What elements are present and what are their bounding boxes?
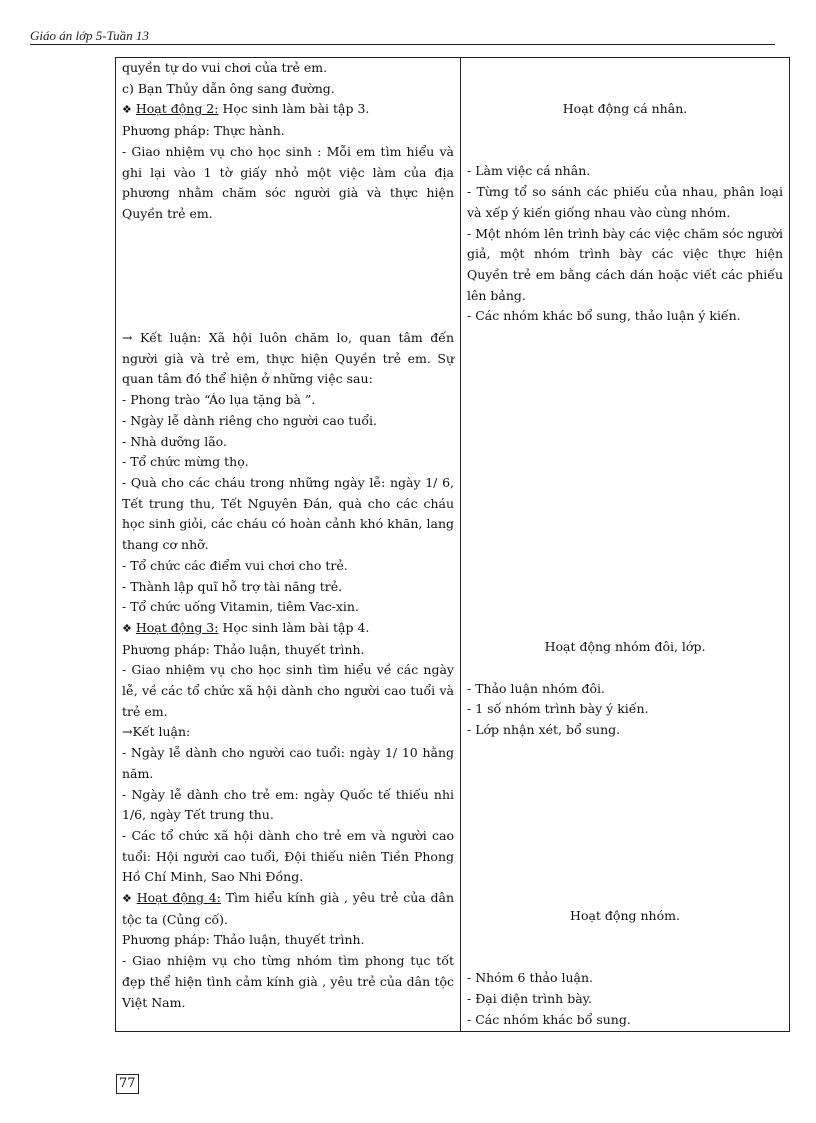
blank-line <box>122 245 454 266</box>
blank-line <box>467 927 783 948</box>
blank-line <box>467 762 783 783</box>
blank-line <box>122 266 454 287</box>
blank-line <box>467 844 783 865</box>
blank-line <box>467 782 783 803</box>
student-text-line: - Từng tổ so sánh các phiếu của nhau, phân loại và xếp ý kiến giống nhau vào cùng nhóm. <box>467 184 783 220</box>
header-rule <box>30 44 775 45</box>
teacher-text-line: - Phong trào “Áo lụa tặng bà ”. <box>122 392 316 408</box>
student-text-line: - Một nhóm lên trình bày các việc chăm sóc người giả, một nhóm trình bày các việc thực hiện Quyền trẻ em bằng cách dán hoặc viết các phiếu lên bảng. <box>467 225 783 303</box>
teacher-text-line: Phương pháp: Thảo luận, thuyết trình. <box>122 932 365 948</box>
teacher-text-line: → Kết luận: Xã hội luôn chăm lo, quan tâm đến người già và trẻ em, thực hiện Quyền trẻ em. Sự quan tâm đó thể hiện ở những việc sau: <box>122 330 454 387</box>
teacher-text-line: →Kết luận: <box>122 724 191 740</box>
activity-title: Học sinh làm bài tập 3. <box>218 101 370 117</box>
student-text-line: - Nhóm 6 thảo luận. <box>467 970 594 986</box>
blank-line <box>467 431 783 452</box>
teacher-activity-heading <box>122 618 454 640</box>
blank-line <box>467 368 783 389</box>
blank-line <box>467 865 783 886</box>
teacher-text-line: - Các tổ chức xã hội dành cho trẻ em và người cao tuổi: Hội người cao tuổi, Đội thiếu niên Tiền Phong Hồ Chí Minh, Sao Nhi Đồng. <box>122 827 454 885</box>
blank-line <box>467 886 783 907</box>
teacher-text-line: - Tổ chức uống Vitamin, tiêm Vac-xin. <box>122 599 359 615</box>
blank-line <box>122 225 454 246</box>
teacher-activities-content <box>122 58 454 1013</box>
student-text-line: - Làm việc cá nhân. <box>467 163 591 179</box>
teacher-text-line: - Ngày lễ dành cho trẻ em: ngày Quốc tế thiếu nhi 1/6, ngày Tết trung thu. <box>122 786 454 823</box>
student-activities-column <box>461 58 790 1032</box>
teacher-text-line: Phương pháp: Thực hành. <box>122 123 285 139</box>
teacher-text-line: Phương pháp: Thảo luận, thuyết trình. <box>122 641 365 657</box>
blank-line <box>467 803 783 824</box>
student-text-line: - Đại diện trình bày. <box>467 991 593 1007</box>
diamond-bullet-icon: ❖ <box>122 103 132 117</box>
blank-line <box>467 575 783 596</box>
document-header: Giáo án lớp 5-Tuần 13 <box>30 28 149 43</box>
blank-line <box>467 120 783 141</box>
teacher-text-line: - Giao nhiệm vụ cho học sinh : Mỗi em tìm hiểu và ghi lại vào 1 tờ giấy nhỏ một việc làm của địa phương nhằm chăm sóc người già và thực hiện Quyền trẻ em. <box>122 143 454 221</box>
blank-line <box>467 327 783 348</box>
teacher-text-line: - Giao nhiệm vụ cho từng nhóm tìm phong tục tốt đẹp thể hiện tình cảm kính già , yêu trẻ của dân tộc Việt Nam. <box>122 953 454 1010</box>
blank-line <box>467 596 783 617</box>
student-text-line: - Các nhóm khác bổ sung, thảo luận ý kiến. <box>467 308 741 324</box>
blank-line <box>467 493 783 514</box>
teacher-text-line: - Ngày lễ dành cho người cao tuổi: ngày 1/ 10 hằng năm. <box>122 745 454 781</box>
blank-line <box>467 513 783 534</box>
teacher-text-line: c) Bạn Thủy dẫn ông sang đường. <box>122 80 335 96</box>
lesson-table <box>115 57 790 1032</box>
blank-line <box>467 348 783 369</box>
student-text-line: - 1 số nhóm trình bày ý kiến. <box>467 701 649 717</box>
activity-title: Học sinh làm bài tập 4. <box>218 619 370 635</box>
diamond-bullet-icon: ❖ <box>122 621 132 635</box>
blank-line <box>467 410 783 431</box>
blank-line <box>467 824 783 845</box>
blank-line <box>467 617 783 638</box>
teacher-text-line: - Quà cho các cháu trong những ngày lễ: ngày 1/ 6, Tết trung thu, Tết Nguyên Đán, quà cho các cháu học sinh giỏi, các cháu có hoàn cảnh khó khăn, lang thang cơ nhỡ. <box>122 474 454 553</box>
blank-line <box>467 472 783 493</box>
blank-line <box>467 534 783 555</box>
teacher-activities-column <box>116 58 461 1032</box>
student-text-line: - Lớp nhận xét, bổ sung. <box>467 722 621 738</box>
activity-label: Hoạt động 2: <box>135 101 219 117</box>
page-number: 77 <box>116 1074 139 1094</box>
lesson-row <box>116 58 790 1032</box>
student-text-line: - Thảo luận nhóm đôi. <box>467 680 606 696</box>
activity-label: Hoạt động 4: <box>136 890 221 906</box>
teacher-text-line: - Ngày lễ dành riêng cho người cao tuổi. <box>122 412 378 428</box>
teacher-text-line: quyền tự do vui chơi của trẻ em. <box>122 60 328 75</box>
blank-line <box>467 948 783 969</box>
blank-line <box>467 79 783 100</box>
teacher-text-line: - Tổ chức mừng thọ. <box>122 454 249 470</box>
blank-line <box>467 389 783 410</box>
blank-line <box>122 287 454 308</box>
teacher-text-line: - Thành lập quĩ hỗ trợ tài năng trẻ. <box>122 578 343 594</box>
student-activity-mode: Hoạt động nhóm. <box>570 908 680 924</box>
teacher-text-line: - Giao nhiệm vụ cho học sinh tìm hiểu về các ngày lễ, về các tổ chức xã hội dành cho người cao tuổi và trẻ em. <box>122 662 454 719</box>
student-activities-content <box>467 58 783 1031</box>
blank-line <box>467 141 783 162</box>
blank-line <box>122 307 454 328</box>
blank-line <box>467 451 783 472</box>
student-text-line: - Các nhóm khác bổ sung. <box>467 1011 631 1027</box>
blank-line <box>467 741 783 762</box>
teacher-text-line: - Nhà dưỡng lão. <box>122 433 227 449</box>
blank-line <box>467 58 783 79</box>
blank-line <box>467 555 783 576</box>
activity-title: Tìm hiểu kính già , yêu trẻ của dân tộc ta (Củng cố). <box>122 890 454 927</box>
blank-line <box>467 658 783 679</box>
teacher-activity-heading <box>122 99 454 121</box>
student-activity-mode: Hoạt động cá nhân. <box>562 101 688 117</box>
activity-label: Hoạt động 3: <box>135 619 219 635</box>
diamond-bullet-icon: ❖ <box>122 892 133 906</box>
teacher-text-line: - Tổ chức các điểm vui chơi cho trẻ. <box>122 557 348 573</box>
teacher-activity-heading <box>122 888 454 930</box>
student-activity-mode: Hoạt động nhóm đôi, lớp. <box>544 639 706 655</box>
